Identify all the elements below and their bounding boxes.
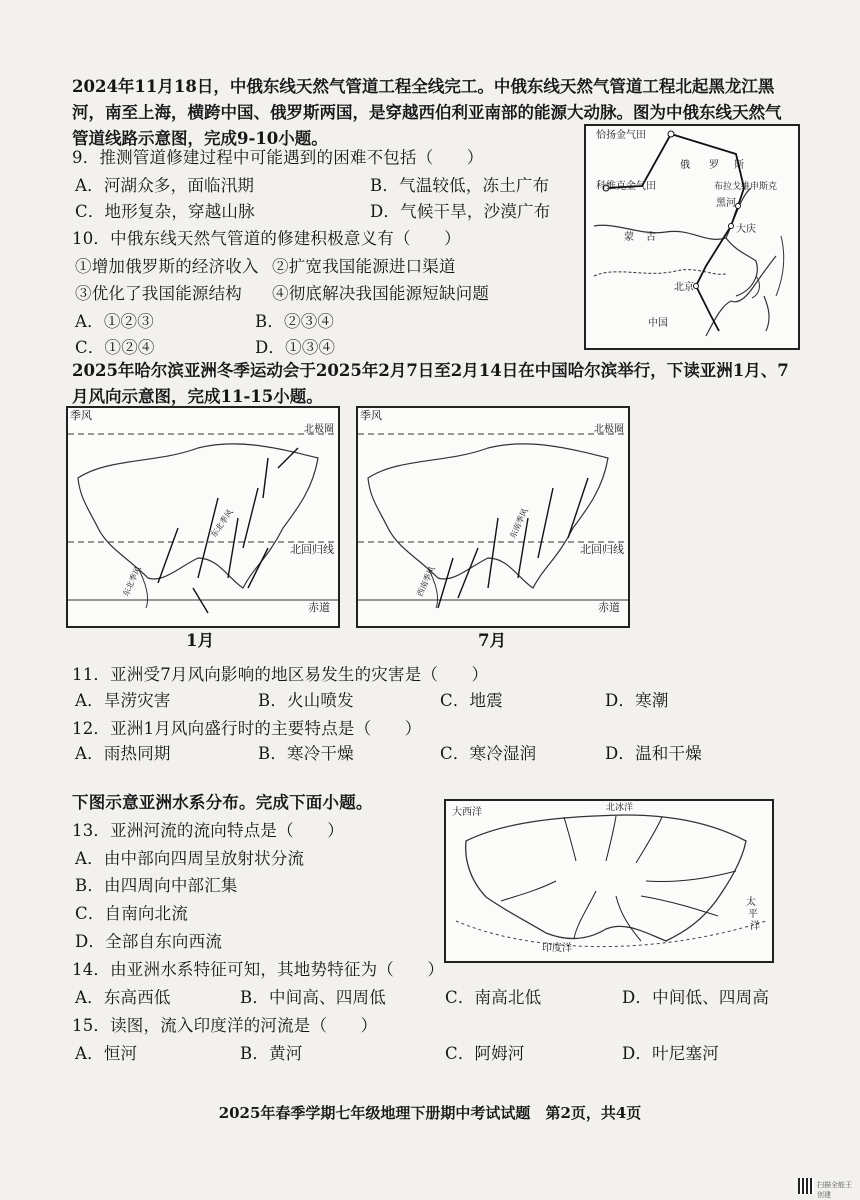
question-9-option-c[interactable]: C．地形复杂，穿越山脉 <box>75 202 255 221</box>
question-12-stem: 12．亚洲1月风向盛行时的主要特点是（ ） <box>72 719 422 738</box>
label-chayanda: 恰扬金气田 <box>596 130 646 141</box>
label-arctic-ocean: 北冰洋 <box>606 803 634 813</box>
question-14-option-a[interactable]: A．东高西低 <box>75 988 171 1007</box>
question-11-option-d[interactable]: D．寒潮 <box>605 691 669 710</box>
question-14-option-b[interactable]: B．中间高、四周低 <box>240 988 386 1007</box>
jan-corner-label: 季风 <box>70 409 92 422</box>
jan-wind-label-east: 东北季风 <box>209 507 235 540</box>
question-10-option-c[interactable]: C．①②④ <box>75 338 155 357</box>
river-map-graphic <box>446 801 772 961</box>
july-map-graphic <box>358 408 628 626</box>
question-13-stem: 13．亚洲河流的流向特点是（ ） <box>72 821 344 840</box>
intro-river-system: 下图示意亚洲水系分布。完成下面小题。 <box>72 793 373 812</box>
jan-equator-label: 赤道 <box>308 601 330 614</box>
question-9-option-b[interactable]: B．气温较低，冻土广布 <box>370 176 550 195</box>
question-10-statement-4: ④彻底解决我国能源短缺问题 <box>272 284 490 303</box>
scanner-watermark: 扫描全能王 创建 <box>817 1181 852 1199</box>
label-kovykta: 科维克金气田 <box>596 181 656 192</box>
jul-arctic-circle-label: 北极圈 <box>594 424 624 435</box>
jul-equator-label: 赤道 <box>598 601 620 614</box>
label-mongolia-2: 古 <box>646 232 656 243</box>
question-10-option-a[interactable]: A．①②③ <box>75 312 154 331</box>
pipeline-map-graphic <box>586 126 798 348</box>
label-daqing: 大庆 <box>736 224 756 235</box>
question-12-option-b[interactable]: B．寒冷干燥 <box>258 744 354 763</box>
question-12-option-c[interactable]: C．寒冷湿润 <box>440 744 537 763</box>
question-9-option-d[interactable]: D．气候干旱，沙漠广布 <box>370 202 551 221</box>
question-13-option-a[interactable]: A．由中部向四周呈放射状分流 <box>75 849 305 868</box>
question-10-option-b[interactable]: B．②③④ <box>255 312 335 331</box>
question-9-option-a[interactable]: A．河湖众多，面临汛期 <box>75 176 255 195</box>
question-14-stem: 14．由亚洲水系特征可知，其地势特征为（ ） <box>72 960 445 979</box>
question-13-option-b[interactable]: B．由四周向中部汇集 <box>75 876 238 895</box>
question-11-option-b[interactable]: B．火山喷发 <box>258 691 354 710</box>
jul-wind-label-south: 西南季风 <box>415 565 437 598</box>
label-heihe: 黑河 <box>716 198 736 209</box>
jan-tropic-label: 北回归线 <box>290 543 334 556</box>
label-pacific-2: 平 <box>748 909 758 920</box>
intro-monsoon: 2025年哈尔滨亚洲冬季运动会于2025年2月7日至2月14日在中国哈尔滨举行，下读亚洲1月、7月风向示意图，完成11-15小题。 <box>72 361 789 406</box>
question-13-option-d[interactable]: D．全部自东向西流 <box>75 932 223 951</box>
question-13-option-c[interactable]: C．自南向北流 <box>75 904 189 923</box>
question-10-statement-2: ②扩宽我国能源进口渠道 <box>272 257 456 276</box>
question-12-option-a[interactable]: A．雨热同期 <box>75 744 171 763</box>
pipeline-map <box>584 124 800 350</box>
january-map-caption: 1月 <box>186 631 215 650</box>
question-9-stem: 9．推测管道修建过程中可能遇到的困难不包括（ ） <box>72 148 484 167</box>
label-mongolia-1: 蒙 <box>624 232 634 243</box>
question-11-stem: 11．亚洲受7月风向影响的地区易发生的灾害是（ ） <box>72 665 489 684</box>
question-15-option-b[interactable]: B．黄河 <box>240 1044 303 1063</box>
question-10-statement-1: ①增加俄罗斯的经济收入 <box>75 257 259 276</box>
label-russia-3: 斯 <box>734 160 744 171</box>
jan-arctic-circle-label: 北极圈 <box>304 424 334 435</box>
question-12-option-d[interactable]: D．温和干燥 <box>605 744 702 763</box>
july-map-caption: 7月 <box>478 631 507 650</box>
jan-wind-label-south: 东北季风 <box>121 565 143 598</box>
question-14-option-d[interactable]: D．中间低、四周高 <box>622 988 770 1007</box>
label-pacific-1: 太 <box>746 897 756 908</box>
label-atlantic: 大西洋 <box>452 807 482 818</box>
question-10-statement-3: ③优化了我国能源结构 <box>75 284 242 303</box>
question-15-option-c[interactable]: C．阿姆河 <box>445 1044 525 1063</box>
question-14-option-c[interactable]: C．南高北低 <box>445 988 542 1007</box>
label-beijing: 北京 <box>674 282 694 293</box>
label-russia-1: 俄 <box>680 160 690 171</box>
question-15-option-a[interactable]: A．恒河 <box>75 1044 138 1063</box>
jul-tropic-label: 北回归线 <box>580 543 624 556</box>
jul-corner-label: 季风 <box>360 409 382 422</box>
jul-wind-label-east: 东南季风 <box>508 507 530 540</box>
qr-code-icon <box>798 1178 814 1194</box>
january-map-graphic <box>68 408 338 626</box>
page-footer: 2025年春季学期七年级地理下册期中考试试题 第2页，共4页 <box>218 1104 642 1122</box>
question-11-option-a[interactable]: A．旱涝灾害 <box>75 691 171 710</box>
asia-river-map <box>444 799 774 963</box>
question-15-option-d[interactable]: D．叶尼塞河 <box>622 1044 719 1063</box>
intro-pipeline: 2024年11月18日，中俄东线天然气管道工程全线完工。中俄东线天然气管道工程北起黑龙江黑河，南至上海，横跨中国、俄罗斯两国，是穿越西伯利亚南部的能源大动脉。图为中俄东线天然气管道线路示意图，完成9-10小题。 <box>72 77 782 148</box>
january-monsoon-map <box>66 406 340 628</box>
question-10-option-d[interactable]: D．①③④ <box>255 338 336 357</box>
question-15-stem: 15．读图，流入印度洋的河流是（ ） <box>72 1016 378 1035</box>
label-blagoveshchensk: 布拉戈维申斯克 <box>714 182 778 192</box>
july-monsoon-map <box>356 406 630 628</box>
question-11-option-c[interactable]: C．地震 <box>440 691 503 710</box>
question-10-stem: 10．中俄东线天然气管道的修建积极意义有（ ） <box>72 229 461 248</box>
label-indian-ocean: 印度洋 <box>542 943 572 954</box>
label-pacific-3: 洋 <box>750 921 760 932</box>
label-china: 中国 <box>648 318 668 329</box>
label-russia-2: 罗 <box>709 160 719 171</box>
